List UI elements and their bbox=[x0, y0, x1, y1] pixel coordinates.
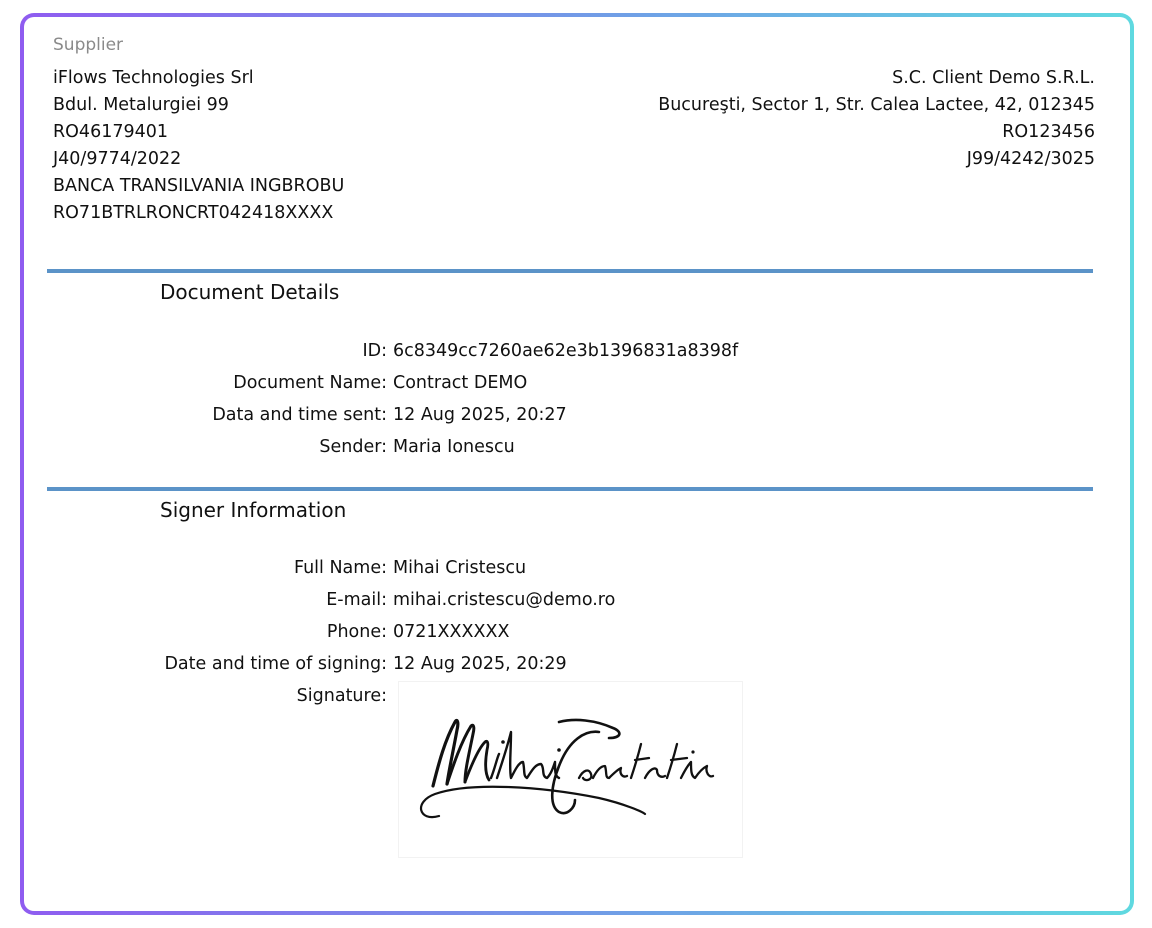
supplier-name: iFlows Technologies Srl bbox=[53, 68, 254, 88]
signer-row-email bbox=[24, 584, 1084, 616]
signature-label: Signature: bbox=[296, 686, 387, 706]
signer-label: E-mail: bbox=[326, 590, 387, 610]
signer-row-signing-date bbox=[24, 648, 1084, 680]
detail-value: 6c8349cc7260ae62e3b1396831a8398f bbox=[393, 341, 739, 361]
document-details-title: Document Details bbox=[160, 280, 340, 304]
detail-value: Maria Ionescu bbox=[393, 437, 515, 457]
signer-value: Mihai Cristescu bbox=[393, 558, 527, 578]
detail-row-id bbox=[24, 335, 1084, 367]
detail-value: 12 Aug 2025, 20:27 bbox=[393, 405, 567, 425]
document-details-list bbox=[24, 335, 1084, 463]
detail-value: Contract DEMO bbox=[393, 373, 528, 393]
handwritten-signature bbox=[399, 682, 742, 857]
supplier-registration: J40/9774/2022 bbox=[53, 149, 182, 169]
detail-label: ID: bbox=[362, 341, 387, 361]
detail-row-document-name bbox=[24, 367, 1084, 399]
signer-row-phone bbox=[24, 616, 1084, 648]
client-address: Bucureşti, Sector 1, Str. Calea Lactee, 42, 012345 bbox=[658, 95, 1095, 115]
supplier-label: Supplier bbox=[53, 35, 124, 55]
signer-value: 12 Aug 2025, 20:29 bbox=[393, 654, 567, 674]
client-tax-id: RO123456 bbox=[1002, 122, 1095, 142]
detail-row-date-sent bbox=[24, 399, 1084, 431]
signer-value: 0721XXXXXX bbox=[393, 622, 510, 642]
section-divider bbox=[47, 269, 1093, 273]
signer-label: Phone: bbox=[326, 622, 387, 642]
detail-label: Document Name: bbox=[233, 373, 387, 393]
signer-label: Full Name: bbox=[293, 558, 387, 578]
client-block bbox=[658, 65, 1095, 173]
signer-value: mihai.cristescu@demo.ro bbox=[393, 590, 616, 610]
detail-row-sender bbox=[24, 431, 1084, 463]
supplier-tax-id: RO46179401 bbox=[53, 122, 169, 142]
signer-information-title: Signer Information bbox=[160, 498, 347, 522]
section-divider bbox=[47, 487, 1093, 491]
signer-row-full-name bbox=[24, 552, 1084, 584]
client-registration: J99/4242/3025 bbox=[966, 149, 1095, 169]
signer-label: Date and time of signing: bbox=[164, 654, 387, 674]
document-page bbox=[24, 17, 1130, 911]
signature-image bbox=[399, 682, 742, 857]
document-frame bbox=[20, 13, 1134, 915]
supplier-block bbox=[53, 65, 344, 227]
supplier-bank: BANCA TRANSILVANIA INGBROBU bbox=[53, 176, 345, 196]
detail-label: Data and time sent: bbox=[212, 405, 387, 425]
supplier-iban: RO71BTRLRONCRT042418XXXX bbox=[53, 203, 334, 223]
client-name: S.C. Client Demo S.R.L. bbox=[892, 68, 1095, 88]
detail-label: Sender: bbox=[319, 437, 387, 457]
supplier-address: Bdul. Metalurgiei 99 bbox=[53, 95, 229, 115]
